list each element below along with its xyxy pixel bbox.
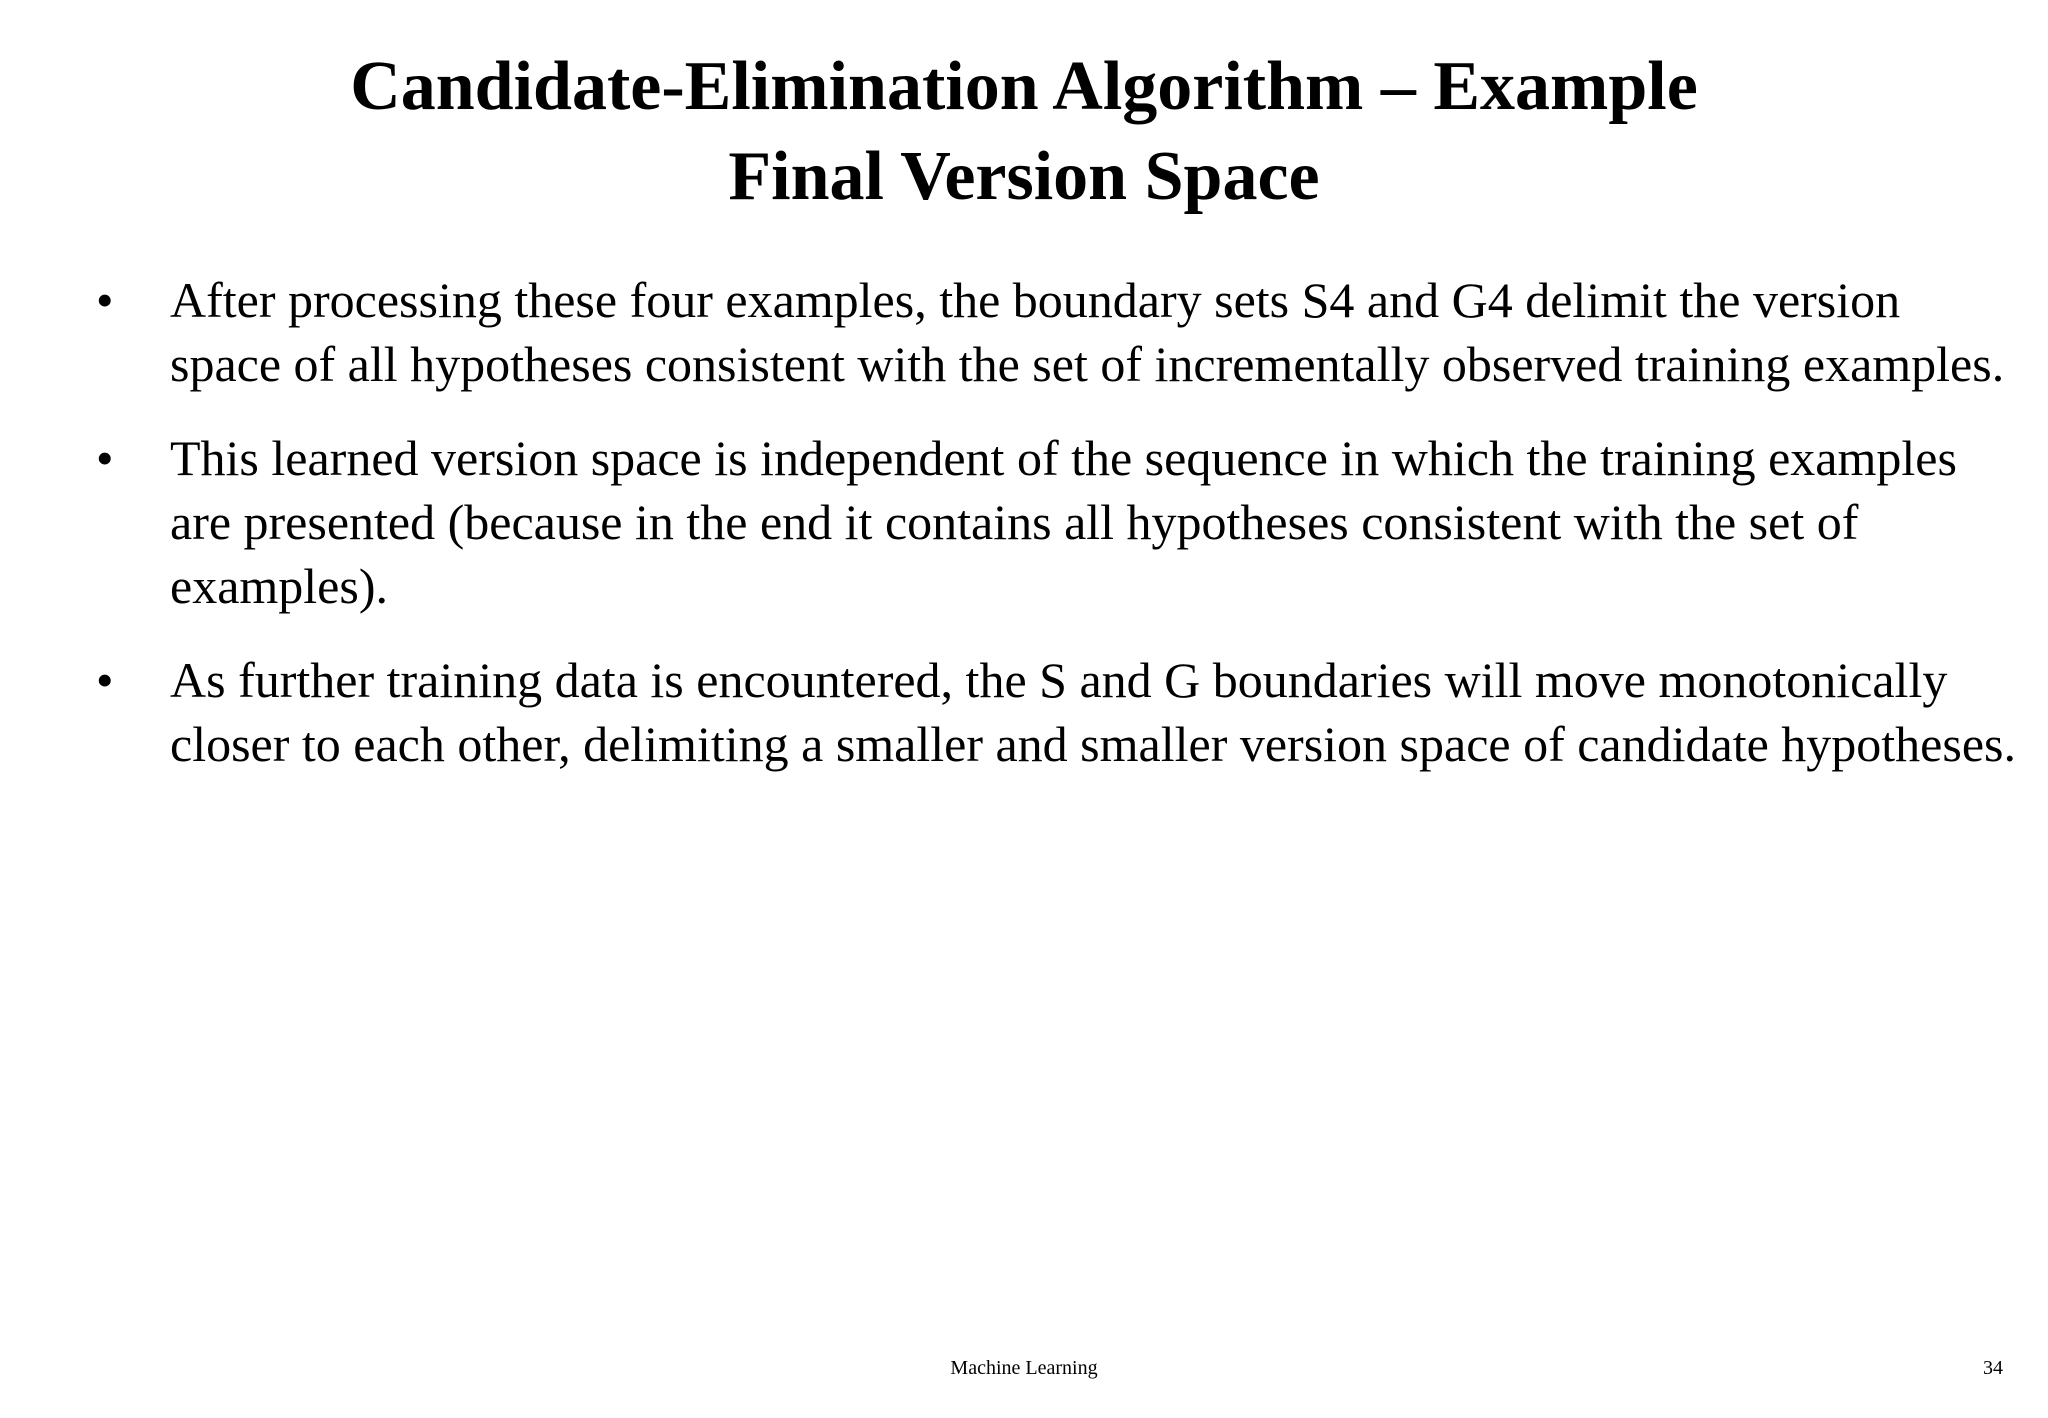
footer-course-label: Machine Learning (950, 1357, 1098, 1379)
bullet-item (90, 426, 2020, 618)
slide-title-line-1: Candidate-Elimination Algorithm – Example (350, 48, 1698, 125)
slide-title (0, 42, 2048, 222)
bullet-text: As further training data is encountered, the S and G boundaries will move monotonically closer to each other, delimiting a smaller and smaller version space of candidate hypotheses. (170, 652, 2016, 772)
bullet-marker: • (96, 430, 114, 486)
bullet-item (90, 648, 2020, 776)
bullet-text: After processing these four examples, the boundary sets S4 and G4 delimit the version space of all hypotheses consistent with the set of incrementally observed training examples. (170, 272, 2005, 392)
bullet-marker: • (96, 272, 114, 328)
bullet-marker: • (96, 652, 114, 708)
footer-page-number: 34 (1983, 1357, 2003, 1379)
bullet-item (90, 268, 2020, 396)
bullet-list (90, 268, 2020, 806)
slide-title-line-2: Final Version Space (728, 138, 1320, 215)
bullet-text: This learned version space is independent of the sequence in which the training examples are presented (because in the end it contains all hypotheses consistent with the set of examples). (170, 430, 1957, 614)
